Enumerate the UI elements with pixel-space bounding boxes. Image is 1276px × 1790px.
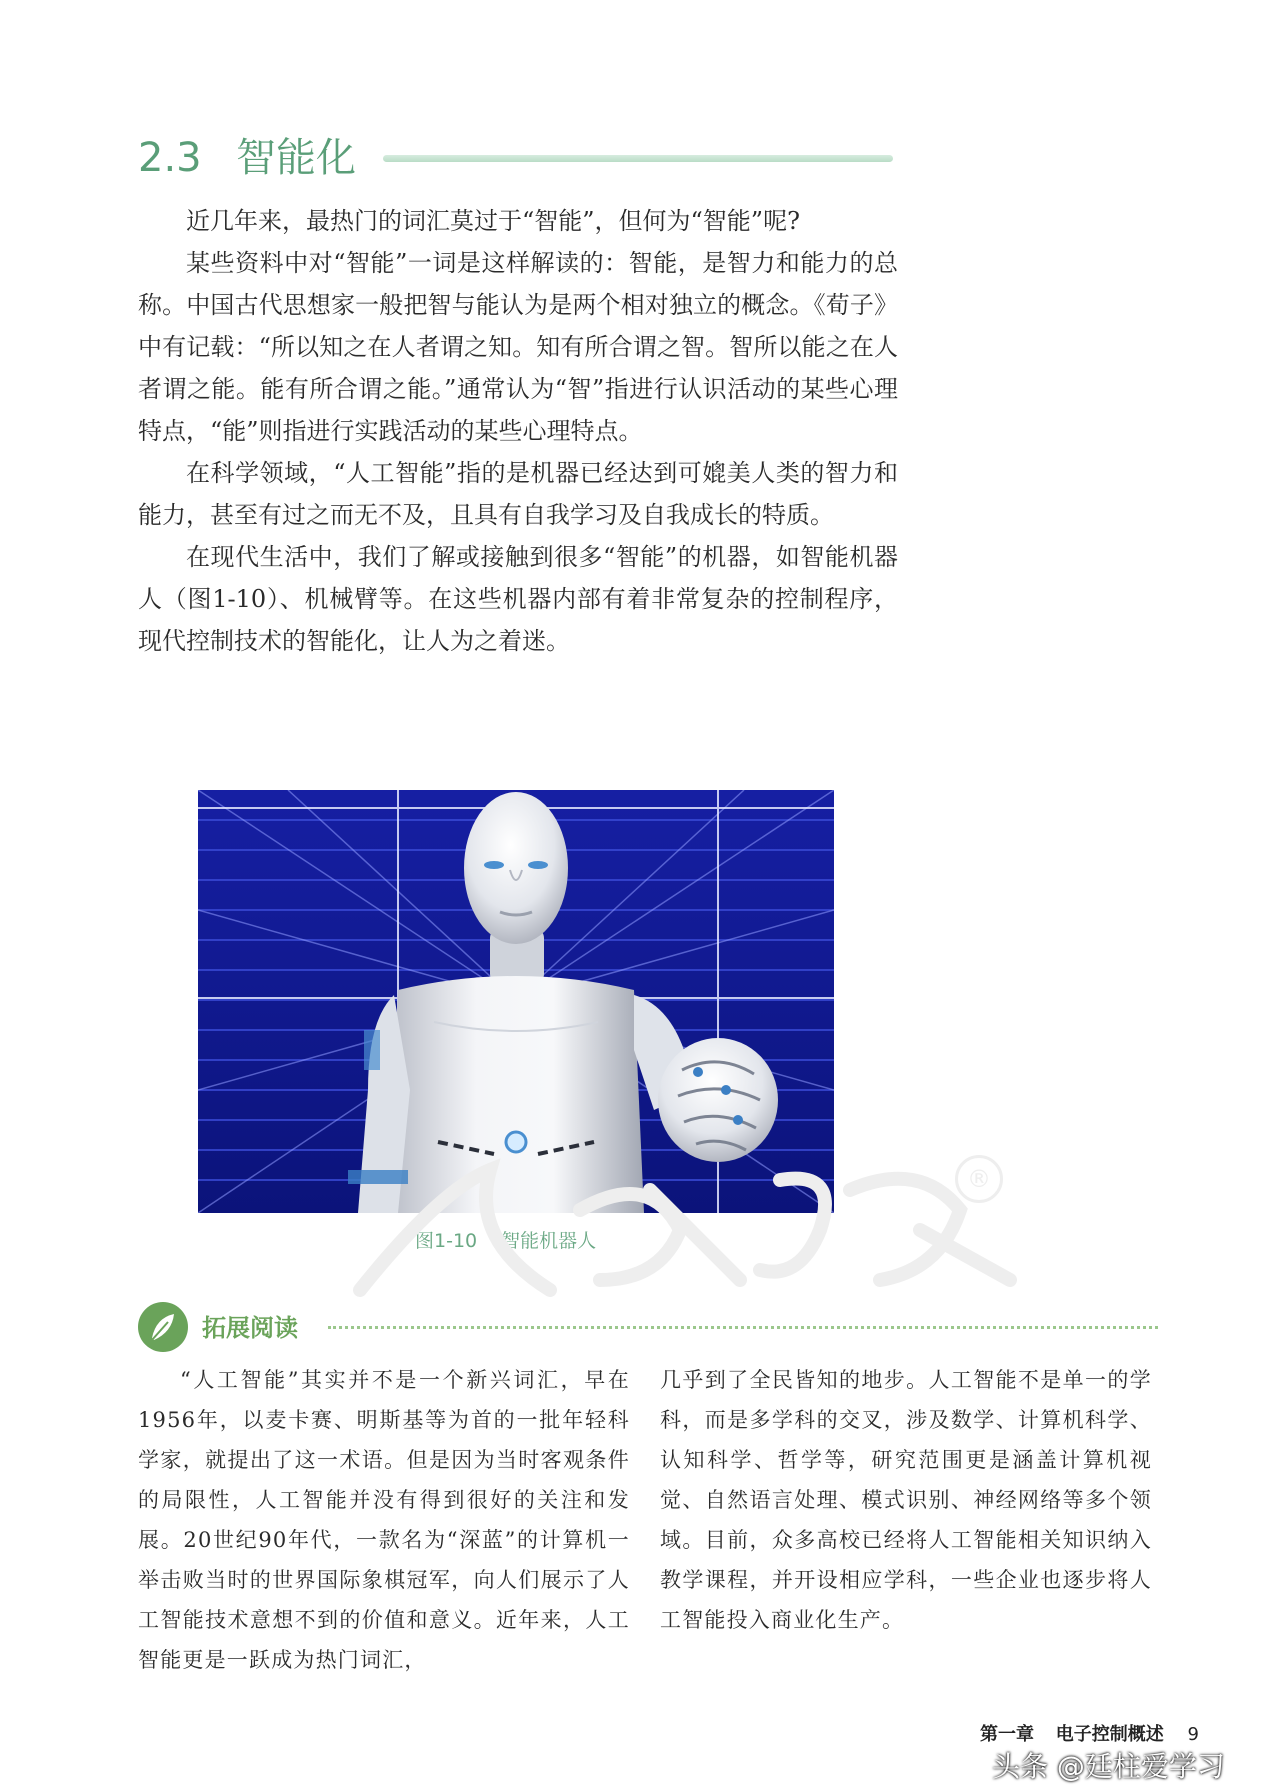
source-watermark: 头条 @廷柱爱学习 <box>992 1750 1225 1783</box>
extended-reading-heading <box>138 1300 1158 1356</box>
chapter-label: 第一章 <box>980 1724 1034 1745</box>
dotted-rule <box>328 1326 1158 1329</box>
leaf-icon <box>138 1302 188 1352</box>
section-title: 智能化 <box>236 135 356 181</box>
figure-number: 图1-10 <box>415 1230 478 1252</box>
section-heading <box>138 128 898 188</box>
paragraph: 近几年来，最热门的词汇莫过于“智能”，但何为“智能”呢? <box>186 207 800 235</box>
extended-reading-right-column <box>660 1360 1152 1640</box>
paragraph: 在现代生活中，我们了解或接触到很多“智能”的机器，如智能机器人（图1-10）、机械臂等。在这些机器内部有着非常复杂的控制程序，现代控制技术的智能化，让人为之着迷。 <box>138 543 898 655</box>
paragraph: 在科学领域，“人工智能”指的是机器已经达到可媲美人类的智力和能力，甚至有过之而无不及，且具有自我学习及自我成长的特质。 <box>138 459 898 529</box>
page-footer <box>980 1720 1199 1746</box>
extended-reading-text: 几乎到了全民皆知的地步。人工智能不是单一的学科，而是多学科的交叉，涉及数学、计算机科学、认知科学、哲学等，研究范围更是涵盖计算机视觉、自然语言处理、模式识别、神经网络等多个领域。目前，众多高校已经将人工智能相关知识纳入教学课程，并开设相应学科，一些企业也逐步将人工智能投入商业化生产。 <box>660 1368 1152 1632</box>
page-number: 9 <box>1187 1724 1199 1745</box>
figure-caption-text: 智能机器人 <box>501 1230 597 1252</box>
body-text <box>138 200 898 662</box>
extended-reading-text: “人工智能”其实并不是一个新兴词汇，早在1956年，以麦卡赛、明斯基等为首的一批年轻科学家，就提出了这一术语。但是因为当时客观条件的局限性，人工智能并没有得到很好的关注和发展。20世纪90年代，一款名为“深蓝”的计算机一举击败当时的世界国际象棋冠军，向人们展示了人工智能技术意想不到的价值和意义。近年来，人工智能更是一跃成为热门词汇， <box>138 1368 630 1672</box>
extended-reading-left-column <box>138 1360 630 1680</box>
chapter-title: 电子控制概述 <box>1055 1724 1164 1745</box>
extended-reading-title: 拓展阅读 <box>202 1314 298 1342</box>
section-rule <box>383 155 893 162</box>
paragraph: 某些资料中对“智能”一词是这样解读的：智能，是智力和能力的总称。中国古代思想家一般把智与能认为是两个相对独立的概念。《荀子》中有记载：“所以知之在人者谓之知。知有所合谓之智。智所以能之在人者谓之能。能有所合谓之能。”通常认为“智”指进行认识活动的某些心理特点，“能”则指进行实践活动的某些心理特点。 <box>138 249 898 445</box>
publisher-watermark <box>320 1150 1040 1300</box>
section-number: 2.3 <box>138 135 202 181</box>
registered-mark: ® <box>955 1155 1003 1203</box>
